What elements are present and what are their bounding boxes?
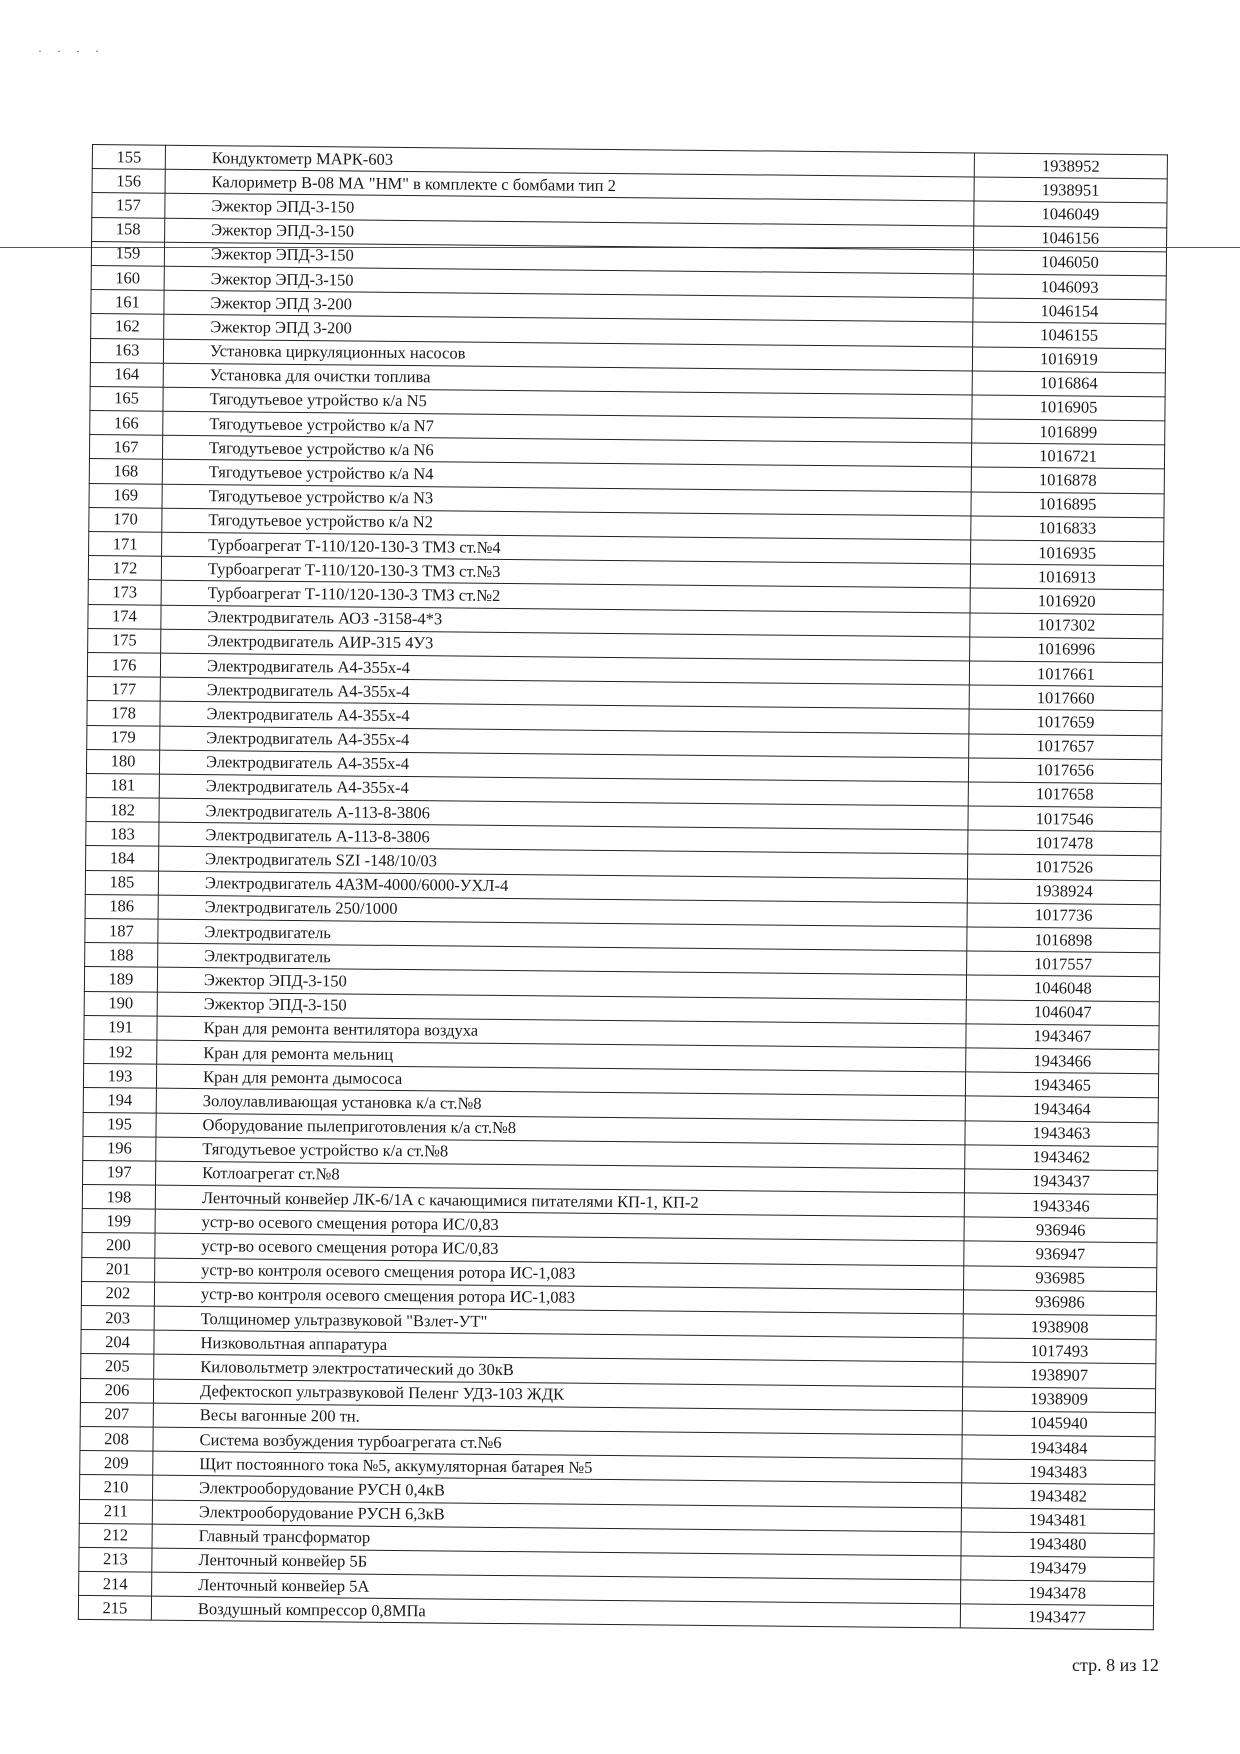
item-name: Электродвигатель АИР-315 4У3 <box>161 629 970 661</box>
row-number: 194 <box>83 1088 156 1113</box>
row-number: 163 <box>90 338 163 363</box>
item-name: Электродвигатель А4-355х-4 <box>159 774 968 806</box>
inventory-code: 1016920 <box>970 588 1163 614</box>
row-number: 210 <box>79 1475 152 1500</box>
item-name: Щит постоянного тока №5, аккумуляторная батарея №5 <box>153 1451 962 1483</box>
row-number: 177 <box>87 677 160 702</box>
inventory-code: 1943467 <box>966 1024 1159 1050</box>
item-name: Электродвигатель АОЗ -3158-4*3 <box>161 605 970 637</box>
row-number: 199 <box>82 1209 155 1234</box>
inventory-code: 936946 <box>964 1217 1157 1243</box>
row-number: 168 <box>89 459 162 484</box>
row-number: 155 <box>92 145 165 170</box>
row-number: 183 <box>86 822 159 847</box>
row-number: 196 <box>83 1136 156 1161</box>
row-number: 179 <box>87 725 160 750</box>
item-name: Кран для ремонта вентилятора воздуха <box>157 1016 966 1048</box>
inventory-code: 1016833 <box>971 516 1164 542</box>
item-name: Электродвигатель А4-355х-4 <box>159 750 968 782</box>
inventory-code: 1016878 <box>971 467 1164 493</box>
inventory-code: 1943483 <box>962 1459 1155 1485</box>
item-name: Ленточный конвейер 5Б <box>152 1548 961 1580</box>
row-number: 182 <box>86 798 159 823</box>
row-number: 174 <box>88 604 161 629</box>
page-number: стр. 8 из 12 <box>1072 1655 1159 1675</box>
item-name: Тягодутьевое устройство к/а N2 <box>162 508 971 540</box>
row-number: 173 <box>88 580 161 605</box>
inventory-code: 936985 <box>964 1266 1157 1292</box>
item-name: Электродвигатель 4АЗМ-4000/6000-УХЛ-4 <box>158 871 967 903</box>
item-name: Низковольтная аппаратура <box>154 1330 963 1362</box>
row-number: 204 <box>81 1330 154 1355</box>
inventory-code: 1943466 <box>966 1048 1159 1074</box>
inventory-code: 1016895 <box>971 492 1164 518</box>
inventory-code: 1046050 <box>973 250 1166 276</box>
row-number: 159 <box>91 241 164 266</box>
inventory-code: 1017526 <box>967 854 1160 880</box>
row-number: 191 <box>84 1015 157 1040</box>
row-number: 156 <box>92 169 165 194</box>
item-name: Воздушный компрессор 0,8МПа <box>151 1596 960 1628</box>
inventory-code: 1046154 <box>973 298 1166 324</box>
row-number: 176 <box>87 652 160 677</box>
inventory-code: 1017661 <box>969 661 1162 687</box>
item-name: Кран для ремонта мельниц <box>157 1040 966 1072</box>
item-name: Тягодутьевое устройство к/а N6 <box>162 435 971 467</box>
inventory-code: 1017557 <box>967 951 1160 977</box>
row-number: 190 <box>84 991 157 1016</box>
inventory-code: 1016899 <box>972 419 1165 445</box>
item-name: Эжектор ЭПД-3-150 <box>165 218 974 250</box>
inventory-code: 1017656 <box>968 758 1161 784</box>
item-name: Дефектоскоп ультразвуковой Пеленг УДЗ-103 ЖДК <box>153 1379 962 1411</box>
row-number: 189 <box>84 967 157 992</box>
inventory-code: 1016913 <box>970 564 1163 590</box>
inventory-code: 1017302 <box>970 613 1163 639</box>
row-number: 172 <box>88 556 161 581</box>
row-number: 169 <box>89 483 162 508</box>
row-number: 175 <box>88 628 161 653</box>
item-name: Эжектор ЭПД-3-150 <box>164 242 973 274</box>
inventory-code: 1016996 <box>970 637 1163 663</box>
row-number: 165 <box>90 386 163 411</box>
item-name: Электродвигатель А4-355х-4 <box>160 701 969 733</box>
item-name: устр-во контроля осевого смещения ротора ИС-1,083 <box>154 1282 963 1314</box>
inventory-code: 936947 <box>964 1241 1157 1267</box>
item-name: Турбоагрегат Т-110/120-130-3 ТМЗ ст.№4 <box>162 532 971 564</box>
item-name: Оборудование пылеприготовления к/а ст.№8 <box>156 1113 965 1145</box>
row-number: 192 <box>84 1039 157 1064</box>
row-number: 186 <box>85 894 158 919</box>
row-number: 185 <box>85 870 158 895</box>
inventory-code: 1017659 <box>969 709 1162 735</box>
row-number: 213 <box>79 1547 152 1572</box>
item-name: Тягодутьевое устройство к/а N4 <box>162 460 971 492</box>
row-number: 209 <box>80 1451 153 1476</box>
inventory-code: 1046155 <box>973 322 1166 348</box>
item-name: Электродвигатель 250/1000 <box>158 895 967 927</box>
row-number: 178 <box>87 701 160 726</box>
item-name: Эжектор ЭПД-3-150 <box>165 194 974 226</box>
row-number: 164 <box>90 362 163 387</box>
inventory-code: 1943437 <box>964 1169 1157 1195</box>
inventory-code: 1943480 <box>961 1532 1154 1558</box>
item-name: Эжектор ЭПД-3-150 <box>157 992 966 1024</box>
inventory-code: 1046093 <box>973 274 1166 300</box>
item-name: Электрооборудование РУСН 0,4кВ <box>152 1475 961 1507</box>
inventory-table-body <box>78 145 1167 1631</box>
item-name: Электродвигатель А4-355х-4 <box>160 653 969 685</box>
inventory-code: 1017546 <box>968 806 1161 832</box>
row-number: 206 <box>80 1378 153 1403</box>
row-number: 188 <box>85 943 158 968</box>
row-number: 187 <box>85 918 158 943</box>
row-number: 203 <box>81 1305 154 1330</box>
row-number: 170 <box>89 507 162 532</box>
item-name: Тягодутьевое устройство к/а ст.№8 <box>156 1137 965 1169</box>
item-name: Главный трансформатор <box>152 1524 961 1556</box>
inventory-code: 1016721 <box>971 443 1164 469</box>
inventory-code: 1943479 <box>961 1556 1154 1582</box>
inventory-code: 1938924 <box>967 879 1160 905</box>
item-name: устр-во контроля осевого смещения ротора ИС-1,083 <box>155 1258 964 1290</box>
row-number: 208 <box>80 1426 153 1451</box>
inventory-table <box>78 144 1168 1631</box>
row-number: 161 <box>91 290 164 315</box>
item-name: Эжектор ЭПД-3-150 <box>164 266 973 298</box>
inventory-code: 1943465 <box>965 1072 1158 1098</box>
item-name: устр-во осевого смещения ротора ИС/0,83 <box>155 1209 964 1241</box>
inventory-code: 1938908 <box>963 1314 1156 1340</box>
item-name: Толщиномер ультразвуковой "Взлет-УТ" <box>154 1306 963 1338</box>
item-name: Электродвигатель А-113-8-3806 <box>159 822 968 854</box>
item-name: Кондуктометр МАРК-603 <box>165 145 974 177</box>
item-name: Золоулавливающая установка к/а ст.№8 <box>156 1088 965 1120</box>
item-name: Установка циркуляционных насосов <box>163 339 972 371</box>
item-name: Весы вагонные 200 тн. <box>153 1403 962 1435</box>
inventory-code: 1943481 <box>961 1507 1154 1533</box>
item-name: Электродвигатель <box>158 919 967 951</box>
inventory-code: 1046156 <box>974 226 1167 252</box>
item-name: Электродвигатель <box>158 943 967 975</box>
row-number: 214 <box>79 1572 152 1597</box>
row-number: 160 <box>91 265 164 290</box>
item-name: Ленточный конвейер ЛК-6/1А с качающимися питателями КП-1, КП-2 <box>155 1185 964 1217</box>
inventory-code: 1046049 <box>974 201 1167 227</box>
row-number: 207 <box>80 1402 153 1427</box>
inventory-code: 936986 <box>963 1290 1156 1316</box>
inventory-code: 1938907 <box>963 1362 1156 1388</box>
item-name: Электродвигатель А4-355х-4 <box>160 677 969 709</box>
row-number: 162 <box>91 314 164 339</box>
row-number: 158 <box>92 217 165 242</box>
inventory-code: 1016898 <box>967 927 1160 953</box>
inventory-code: 1017493 <box>963 1338 1156 1364</box>
inventory-code: 1046047 <box>966 999 1159 1025</box>
row-number: 215 <box>78 1596 151 1621</box>
inventory-code: 1943462 <box>965 1145 1158 1171</box>
inventory-code: 1943464 <box>965 1096 1158 1122</box>
item-name: Электродвигатель А4-355х-4 <box>160 726 969 758</box>
inventory-code: 1943346 <box>964 1193 1157 1219</box>
inventory-code: 1943482 <box>961 1483 1154 1509</box>
row-number: 167 <box>89 435 162 460</box>
inventory-code: 1938909 <box>962 1386 1155 1412</box>
item-name: Калориметр В-08 МА "НМ" в комплекте с бомбами тип 2 <box>165 169 974 201</box>
item-name: Эжектор ЭПД 3-200 <box>164 315 973 347</box>
item-name: Турбоагрегат Т-110/120-130-3 ТМЗ ст.№3 <box>161 556 970 588</box>
item-name: Киловольтметр электростатический до 30кВ <box>154 1355 963 1387</box>
inventory-code: 1046048 <box>966 975 1159 1001</box>
inventory-code: 1016935 <box>971 540 1164 566</box>
inventory-code: 1943463 <box>965 1120 1158 1146</box>
item-name: Турбоагрегат Т-110/120-130-3 ТМЗ ст.№2 <box>161 581 970 613</box>
inventory-code: 1016864 <box>972 371 1165 397</box>
item-name: Котлоагрегат ст.№8 <box>156 1161 965 1193</box>
item-name: Ленточный конвейер 5А <box>152 1572 961 1604</box>
item-name: Электродвигатель SZI -148/10/03 <box>159 847 968 879</box>
row-number: 211 <box>79 1499 152 1524</box>
row-number: 212 <box>79 1523 152 1548</box>
item-name: Электрооборудование РУСН 6,3кВ <box>152 1500 961 1532</box>
row-number: 201 <box>82 1257 155 1282</box>
inventory-code: 1016919 <box>972 346 1165 372</box>
inventory-code: 1017478 <box>968 830 1161 856</box>
inventory-code: 1938952 <box>974 153 1167 179</box>
inventory-code: 1017660 <box>969 685 1162 711</box>
item-name: Электродвигатель А-113-8-3806 <box>159 798 968 830</box>
row-number: 200 <box>82 1233 155 1258</box>
inventory-code: 1016905 <box>972 395 1165 421</box>
row-number: 166 <box>90 411 163 436</box>
row-number: 205 <box>81 1354 154 1379</box>
inventory-code: 1017658 <box>968 782 1161 808</box>
inventory-code: 1943478 <box>961 1580 1154 1606</box>
row-number: 193 <box>83 1064 156 1089</box>
inventory-code: 1943477 <box>960 1604 1153 1630</box>
inventory-code: 1045940 <box>962 1411 1155 1437</box>
item-name: Установка для очистки топлива <box>163 363 972 395</box>
row-number: 171 <box>89 531 162 556</box>
item-name: устр-во осевого смещения ротора ИС/0,83 <box>155 1234 964 1266</box>
row-number: 198 <box>82 1185 155 1210</box>
row-number: 195 <box>83 1112 156 1137</box>
item-name: Кран для ремонта дымососа <box>156 1064 965 1096</box>
item-name: Эжектор ЭПД 3-200 <box>164 290 973 322</box>
item-name: Тягодутьевое устройство к/а N3 <box>162 484 971 516</box>
inventory-code: 1943484 <box>962 1435 1155 1461</box>
inventory-code: 1017657 <box>969 733 1162 759</box>
row-number: 157 <box>92 193 165 218</box>
row-number: 181 <box>86 773 159 798</box>
item-name: Эжектор ЭПД-3-150 <box>157 968 966 1000</box>
inventory-code: 1017736 <box>967 903 1160 929</box>
row-number: 202 <box>81 1281 154 1306</box>
row-number: 197 <box>83 1160 156 1185</box>
item-name: Тягодутьевое устройство к/а N7 <box>163 411 972 443</box>
row-number: 184 <box>86 846 159 871</box>
scan-specks: · · · · <box>38 44 105 58</box>
item-name: Тягодутьевое утройство к/а N5 <box>163 387 972 419</box>
inventory-code: 1938951 <box>974 177 1167 203</box>
item-name: Система возбуждения турбоагрегата ст.№6 <box>153 1427 962 1459</box>
row-number: 180 <box>86 749 159 774</box>
